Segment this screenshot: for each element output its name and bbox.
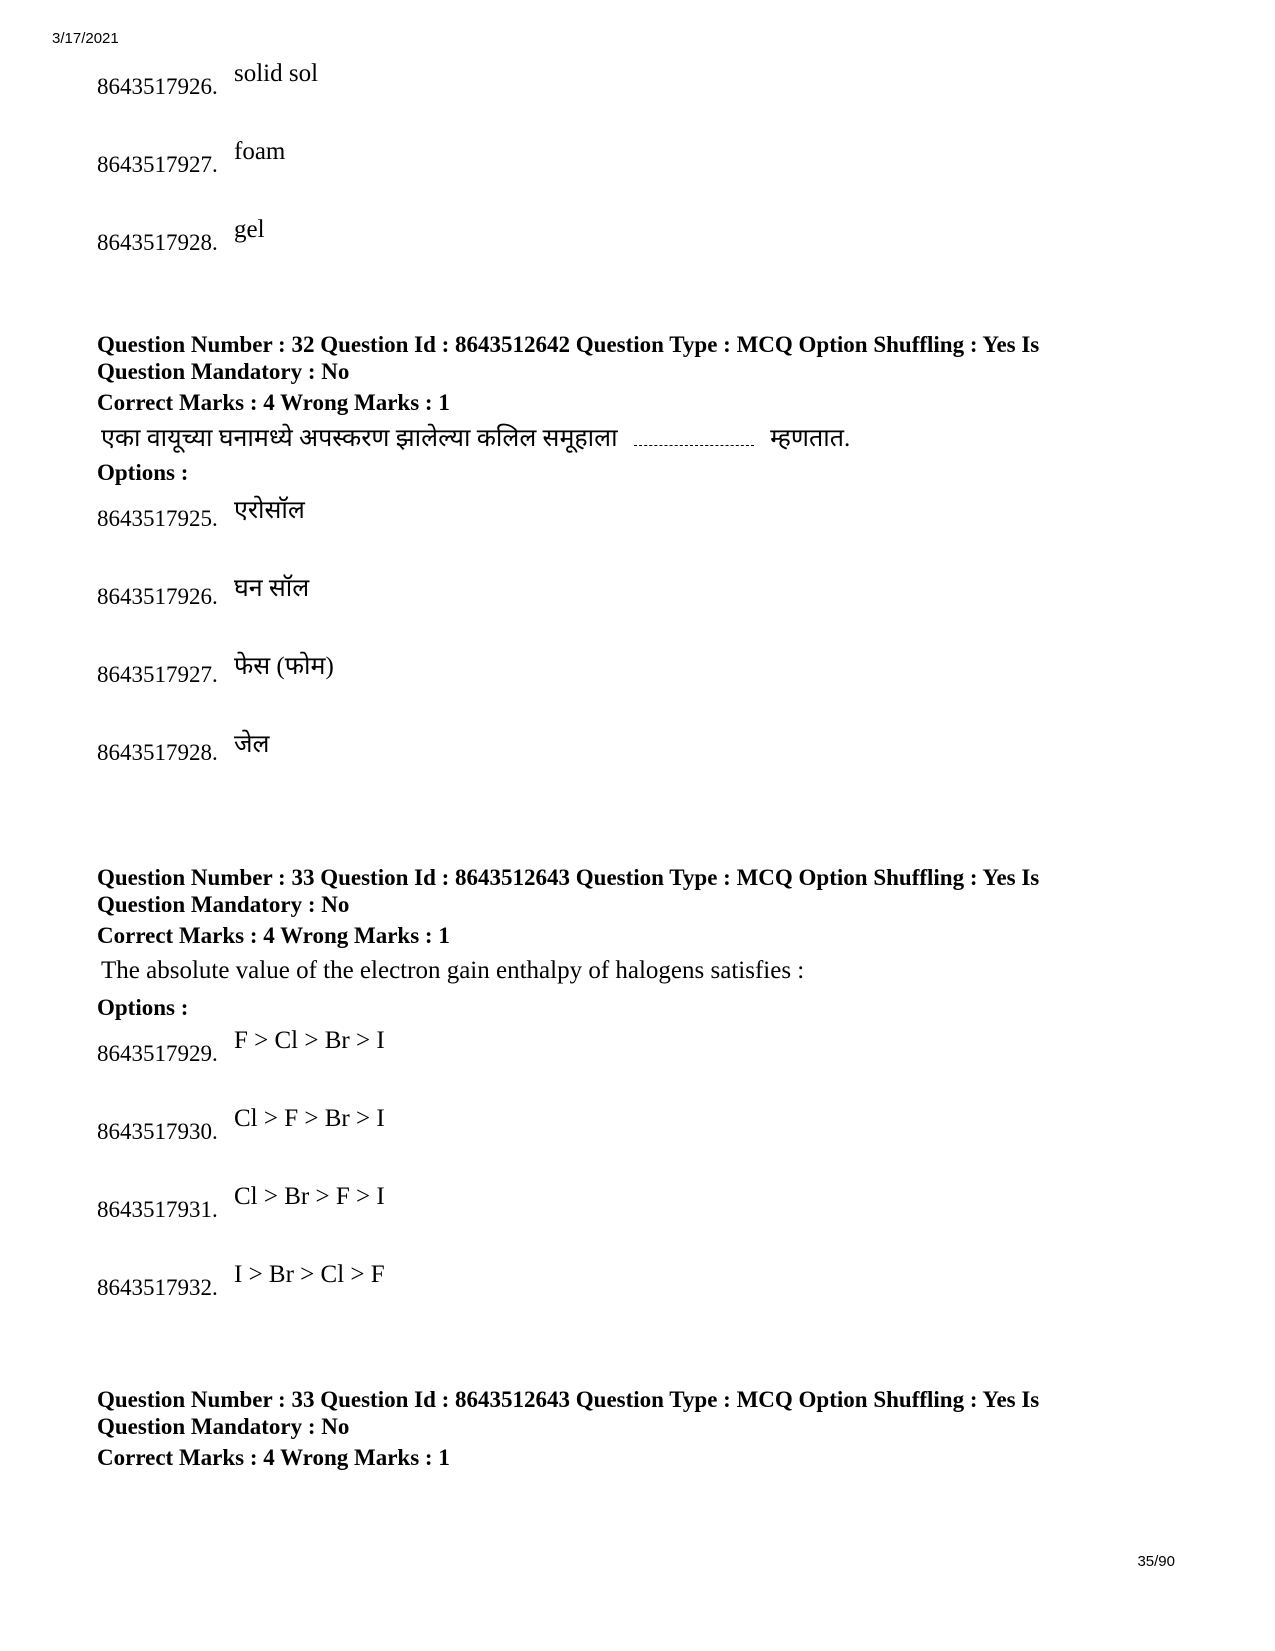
question-text: The absolute value of the electron gain enthalpy of halogens satisfies : <box>101 957 805 984</box>
option-text: F > Cl > Br > I <box>234 1027 385 1054</box>
option-id: 8643517927. <box>97 152 218 177</box>
option-text: I > Br > Cl > F <box>234 1261 385 1288</box>
options-list <box>97 492 1187 766</box>
question-marks: Correct Marks : 4 Wrong Marks : 1 <box>97 1445 450 1470</box>
question-meta-line: Question Mandatory : No <box>97 359 350 384</box>
option-item <box>97 1027 1187 1067</box>
option-item <box>97 216 1187 256</box>
fill-in-blank <box>634 445 754 446</box>
question-meta-line: Question Mandatory : No <box>97 892 350 917</box>
option-id: 8643517926. <box>97 74 218 99</box>
question-marks: Correct Marks : 4 Wrong Marks : 1 <box>97 923 450 948</box>
page-number: 35/90 <box>1137 1553 1175 1570</box>
question-meta-line: Question Number : 33 Question Id : 8643512643 Question Type : MCQ Option Shuffling : Yes Is <box>97 865 1040 890</box>
question-marks: Correct Marks : 4 Wrong Marks : 1 <box>97 390 450 415</box>
option-item <box>97 726 1187 766</box>
option-id: 8643517927. <box>97 662 218 687</box>
option-item <box>97 1105 1187 1145</box>
option-text: घन सॉल <box>234 575 310 602</box>
question-text-before: एका वायूच्या घनामध्ये अपस्करण झालेल्या कलिल समूहाला <box>101 425 618 452</box>
option-id: 8643517931. <box>97 1197 218 1222</box>
option-text: Cl > Br > F > I <box>234 1183 385 1210</box>
question-meta <box>97 1386 1187 1440</box>
option-id: 8643517925. <box>97 506 218 531</box>
question-meta-line: Question Number : 32 Question Id : 8643512642 Question Type : MCQ Option Shuffling : Yes Is <box>97 332 1040 357</box>
question-meta <box>97 864 1187 918</box>
option-text: एरोसॉल <box>234 497 305 524</box>
prev-question-options <box>97 60 1187 256</box>
print-date: 3/17/2021 <box>52 30 119 47</box>
option-text: foam <box>234 138 286 165</box>
option-item <box>97 1261 1187 1301</box>
option-id: 8643517929. <box>97 1041 218 1066</box>
option-id: 8643517926. <box>97 584 218 609</box>
question-meta-line: Question Mandatory : No <box>97 1414 350 1439</box>
option-id: 8643517932. <box>97 1275 218 1300</box>
option-text: फेस (फोम) <box>234 653 334 680</box>
option-item <box>97 492 1187 532</box>
option-item <box>97 648 1187 688</box>
option-text: जेल <box>234 731 270 758</box>
question-meta-line: Question Number : 33 Question Id : 8643512643 Question Type : MCQ Option Shuffling : Yes Is <box>97 1387 1040 1412</box>
option-id: 8643517928. <box>97 230 218 255</box>
option-item <box>97 138 1187 178</box>
option-text: solid sol <box>234 60 319 87</box>
option-id: 8643517928. <box>97 740 218 765</box>
question-text-after: म्हणतात. <box>770 425 851 452</box>
option-text: Cl > F > Br > I <box>234 1105 385 1132</box>
option-id: 8643517930. <box>97 1119 218 1144</box>
option-item <box>97 1183 1187 1223</box>
options-label: Options : <box>97 460 189 485</box>
option-text: gel <box>234 216 265 243</box>
question-33-continued <box>97 1386 1187 1471</box>
question-meta <box>97 331 1187 385</box>
question-32 <box>97 331 1187 766</box>
question-text <box>101 420 1187 454</box>
options-list <box>97 1027 1187 1301</box>
question-33 <box>97 864 1187 1301</box>
option-item <box>97 60 1187 100</box>
option-item <box>97 570 1187 610</box>
options-label: Options : <box>97 995 189 1020</box>
